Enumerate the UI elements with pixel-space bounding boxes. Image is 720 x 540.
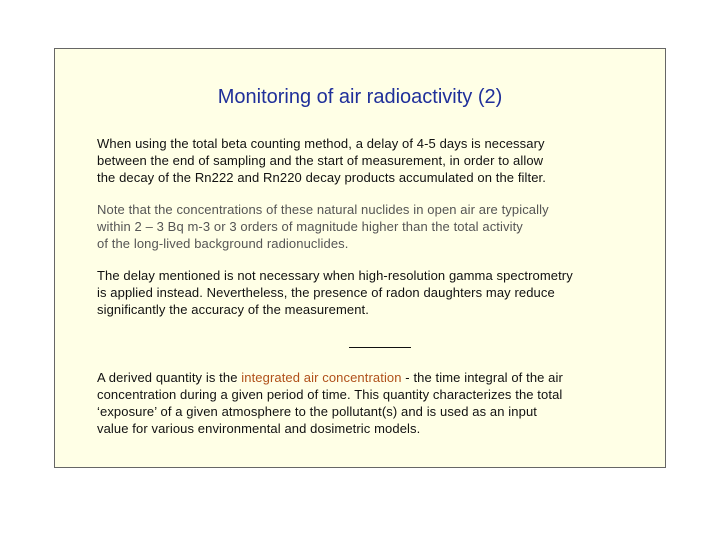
highlighted-term: integrated air concentration	[241, 370, 402, 385]
paragraph-beta-counting	[97, 135, 657, 186]
separator-line	[349, 347, 411, 348]
paragraph-note	[97, 201, 657, 252]
paragraph-derived-quantity	[97, 369, 657, 437]
text-line: value for various environmental and dosimetric models.	[97, 421, 421, 436]
text-line: is applied instead. Nevertheless, the presence of radon daughters may reduce	[97, 285, 555, 300]
text-segment: A derived quantity is the	[97, 370, 242, 385]
text-segment: - the time integral of the air	[401, 370, 563, 385]
text-line: of the long-lived background radionuclides.	[97, 236, 349, 251]
text-line: Note that the concentrations of these natural nuclides in open air are typically	[97, 202, 549, 217]
slide-title: Monitoring of air radioactivity (2)	[217, 86, 503, 108]
text-line: the decay of the Rn222 and Rn220 decay products accumulated on the filter.	[97, 170, 546, 185]
text-line: within 2 – 3 Bq m-3 or 3 orders of magnitude higher than the total activity	[97, 219, 523, 234]
paragraph-gamma-spectrometry	[97, 267, 657, 318]
text-line	[97, 369, 657, 386]
text-line: When using the total beta counting method, a delay of 4-5 days is necessary	[97, 136, 545, 151]
text-line: The delay mentioned is not necessary when high-resolution gamma spectrometry	[97, 268, 573, 283]
text-line: concentration during a given period of time. This quantity characterizes the total	[97, 387, 563, 402]
text-line: between the end of sampling and the start of measurement, in order to allow	[97, 153, 544, 168]
text-line: significantly the accuracy of the measurement.	[97, 302, 369, 317]
text-line: ‘exposure’ of a given atmosphere to the pollutant(s) and is used as an input	[97, 404, 537, 419]
slide-panel	[54, 48, 666, 468]
